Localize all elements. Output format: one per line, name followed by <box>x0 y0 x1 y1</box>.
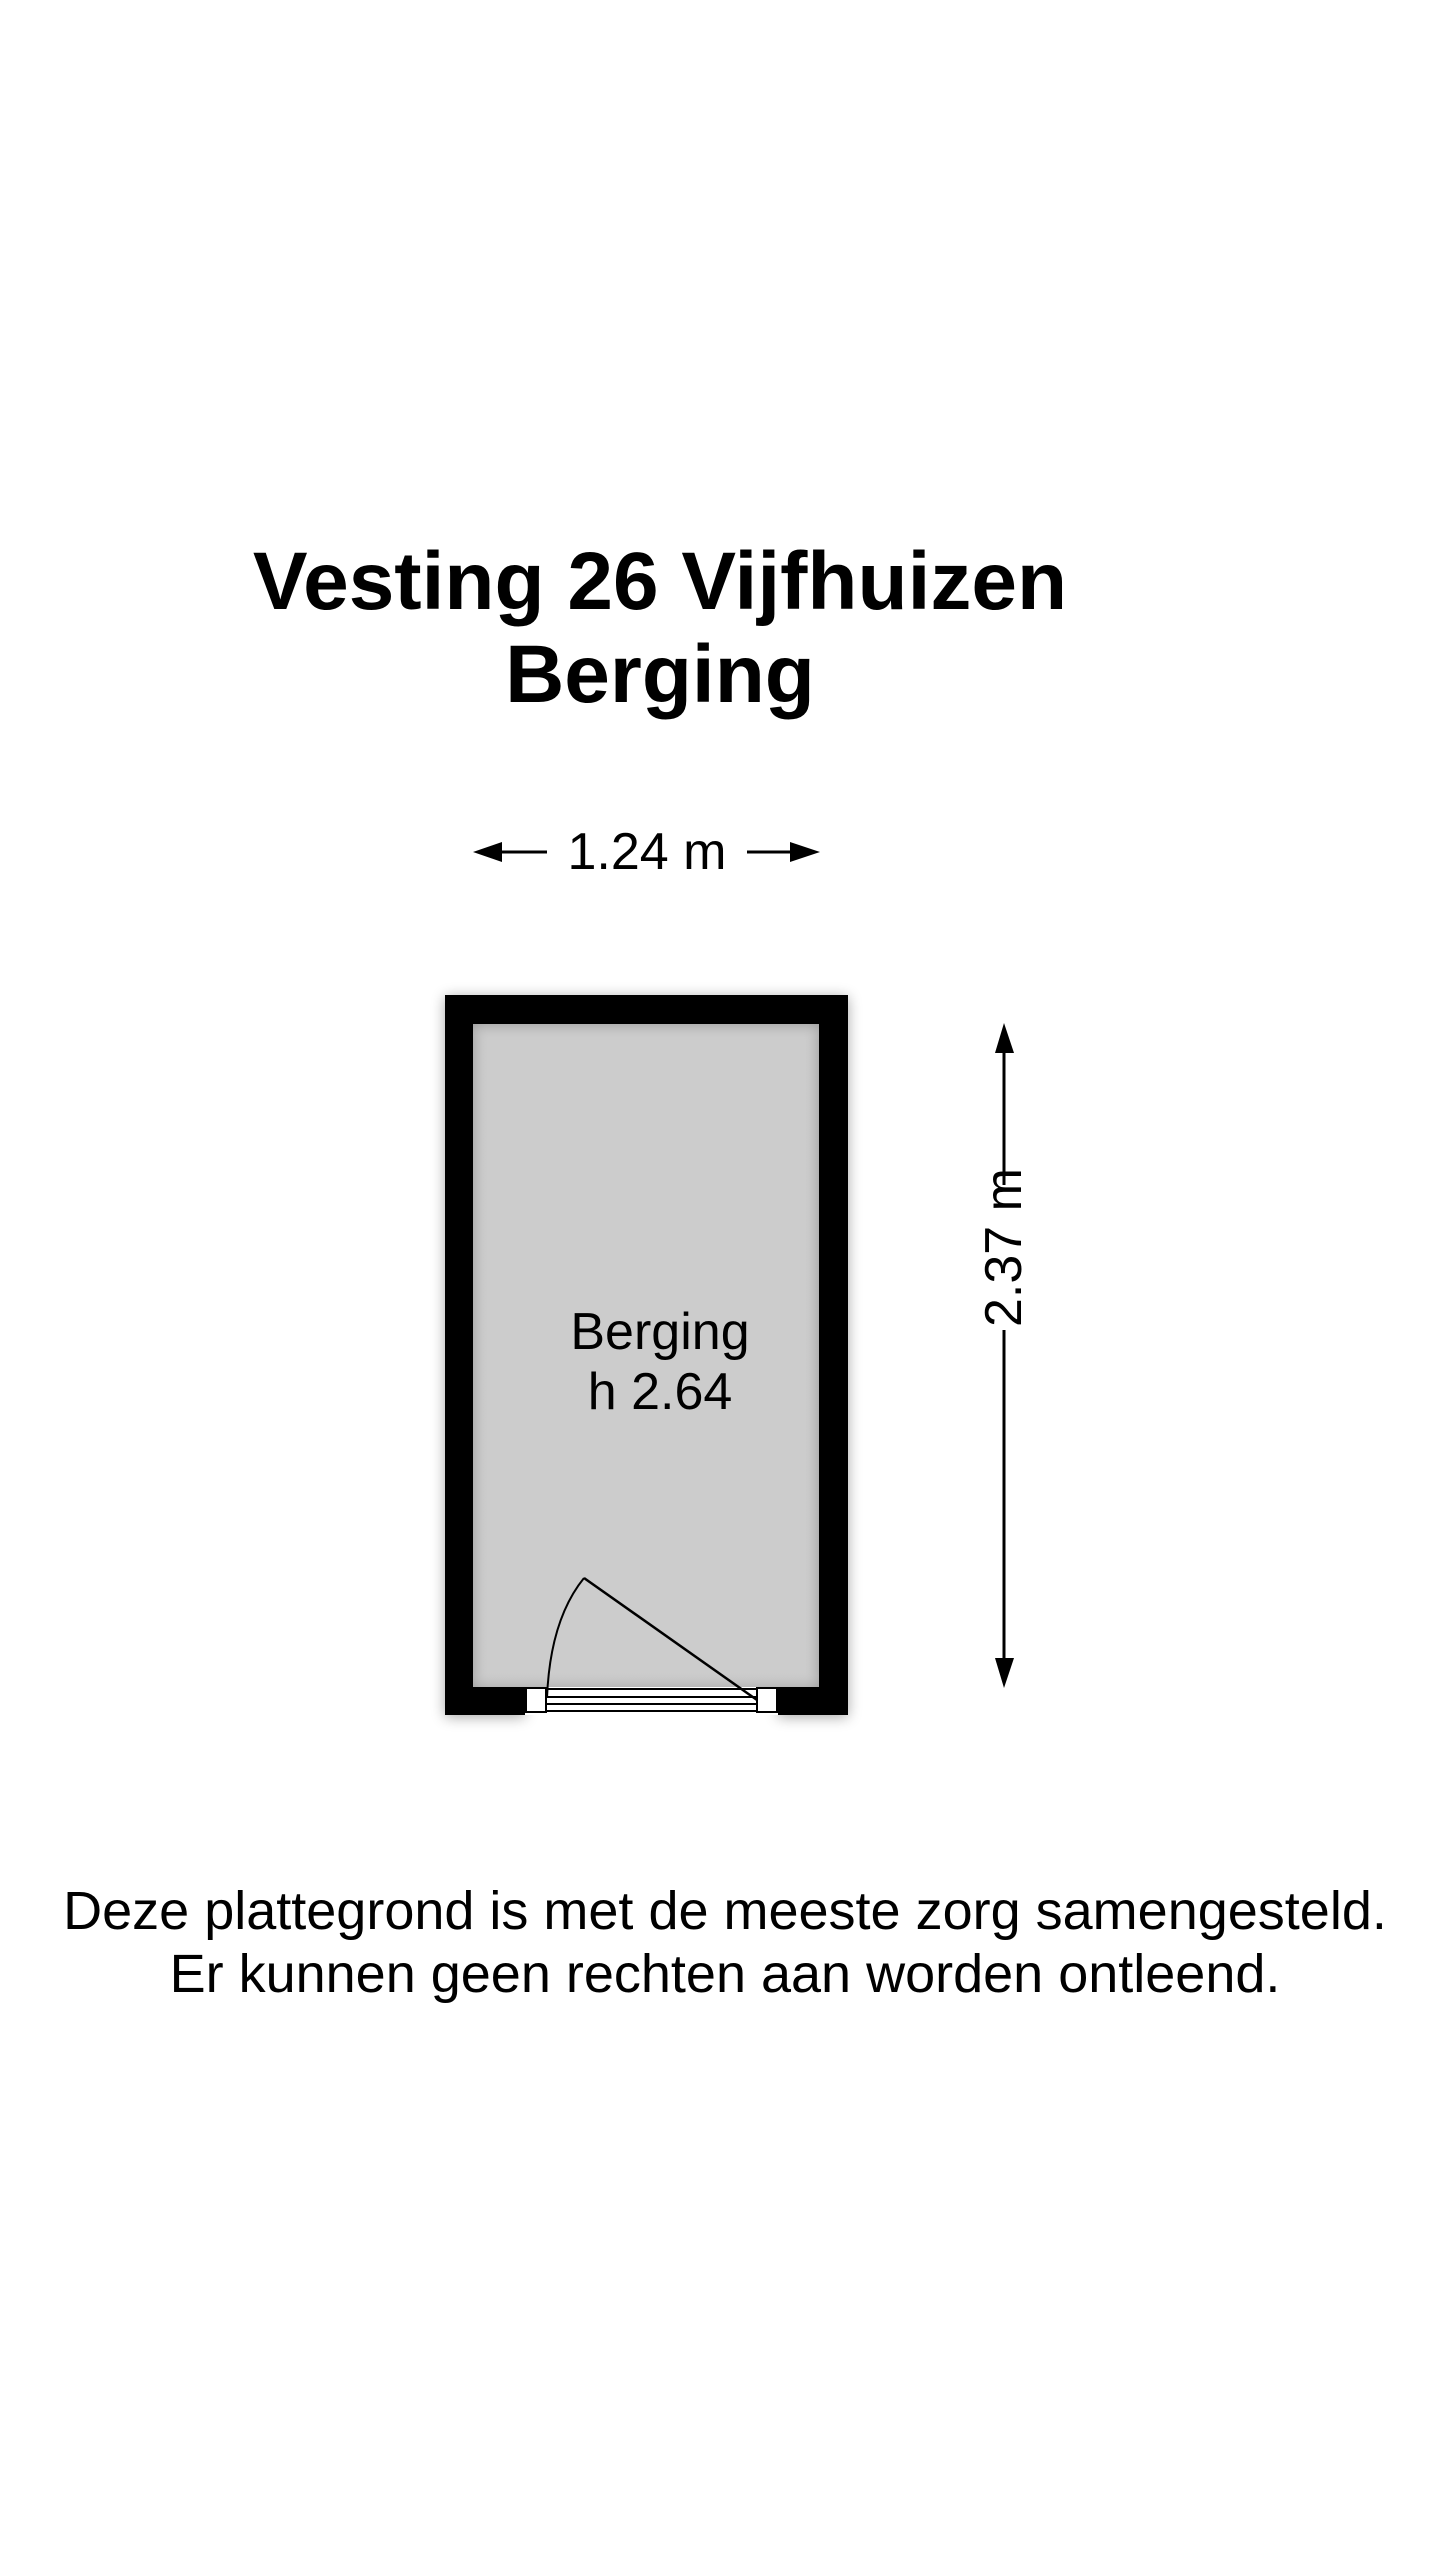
arrow-down-icon <box>995 1658 1014 1688</box>
door-jamb-left <box>526 1688 546 1712</box>
door-threshold <box>525 1687 778 1715</box>
room-name: Berging <box>570 1303 750 1361</box>
plan-title-address: Vesting 26 Vijfhuizen <box>252 536 1068 627</box>
door-jamb-right <box>757 1688 777 1712</box>
arrow-up-icon <box>995 1023 1014 1053</box>
height-dimension-label: 2.37 m <box>975 1168 1033 1327</box>
room-label <box>560 1302 760 1422</box>
arrow-right-icon <box>790 842 820 862</box>
width-dimension-label: 1.24 m <box>547 822 747 882</box>
room-ceiling-height: h 2.64 <box>587 1363 733 1421</box>
arrow-left-icon <box>473 842 502 862</box>
disclaimer-line-2: Er kunnen geen rechten aan worden ontleend. <box>169 1944 1281 2004</box>
height-dimension-arrow <box>995 1023 1014 1688</box>
plan-title-floor: Berging <box>505 629 815 720</box>
disclaimer-line-1: Deze plattegrond is met de meeste zorg samengesteld. <box>63 1881 1387 1941</box>
disclaimer <box>0 1880 1440 2006</box>
